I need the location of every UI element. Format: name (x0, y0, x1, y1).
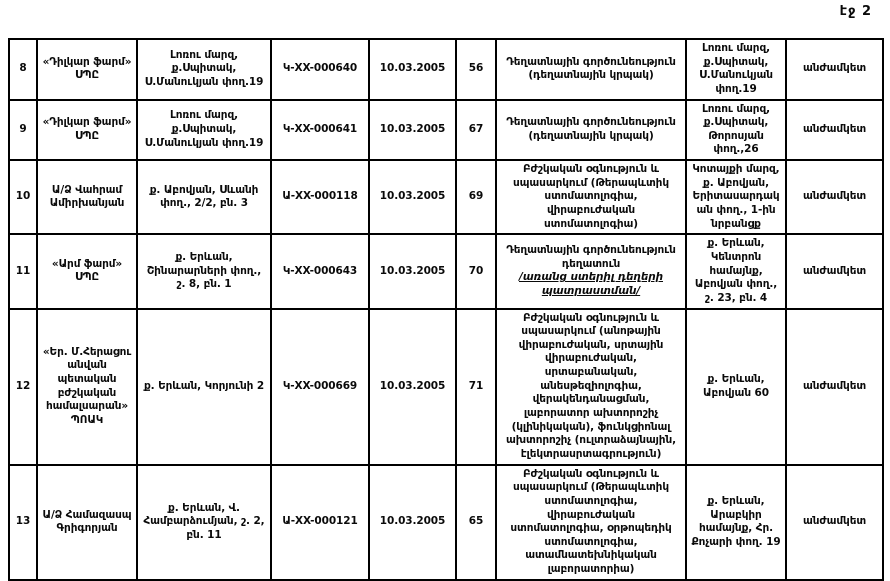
licensee-address-cell: ք. Երևան, Կորյունի 2 (137, 309, 271, 465)
registry-number-cell: 65 (456, 465, 496, 580)
row-number-cell: 11 (9, 234, 37, 308)
licensee-address-cell: ք. Աբովյան, Սևանի փող., 2/2, բն. 3 (137, 160, 271, 234)
validity-term-cell: անժամկետ (786, 160, 883, 234)
activity-text: Դեղատնային գործունեություն (դեղատնային կրպակ) (506, 55, 676, 82)
licensee-name-cell: «Եր. Մ.Հերացու անվան պետական բժշկական համալսարան» ՊՈԱԿ (37, 309, 137, 465)
activity-type-cell (496, 160, 686, 234)
activity-address-cell: Կոտայքի մարզ, ք. Աբովյան, Երիտասարդական փող., 1-ին նրբանցք (686, 160, 786, 234)
activity-text: Բժշկական օգնություն և սպասարկում (Թերապևտիկ ստոմատոլոգիա, վիրաբուժական ստոմատոլոգիա, օրթոպեդիկ ստոմատոլոգիա, ատամնատեխնիկական լաբորատորիա) (510, 467, 672, 576)
license-number-cell: Կ-XX-000641 (271, 100, 369, 161)
activity-type-cell (496, 465, 686, 580)
license-number-cell: Ա-XX-000121 (271, 465, 369, 580)
license-number-cell: Կ-XX-000669 (271, 309, 369, 465)
licensee-name-cell: Ա/Ձ Վահրամ Ամիրխանյան (37, 160, 137, 234)
row-number-cell: 13 (9, 465, 37, 580)
license-number-cell: Ա-XX-000118 (271, 160, 369, 234)
validity-term-cell: անժամկետ (786, 234, 883, 308)
activity-text: Դեղատնային գործունեություն (դեղատնային կրպակ) (506, 116, 676, 142)
licensee-address-cell: Լոռու մարզ, ք.Սպիտակ, Ս.Մանուկյան փող.19 (137, 100, 271, 161)
table-body (9, 39, 883, 580)
license-number-cell: Կ-XX-000643 (271, 234, 369, 308)
table-row (9, 39, 883, 100)
issue-date-cell: 10.03.2005 (369, 234, 456, 308)
activity-type-cell (496, 100, 686, 161)
registry-number-cell: 71 (456, 309, 496, 465)
registry-number-cell: 56 (456, 39, 496, 100)
licensee-name-cell: Ա/Ձ Համազասպ Գրիգորյան (37, 465, 137, 580)
licensee-name-cell: «Արմ ֆարմ» ՍՊԸ (37, 234, 137, 308)
page-number: էջ 2 (839, 4, 872, 19)
table-row (9, 465, 883, 580)
table-row (9, 309, 883, 465)
registry-number-cell: 70 (456, 234, 496, 308)
activity-address-cell: ք. Երևան, Արաբկիր համայնք, Հր. Քոչարի փող. 19 (686, 465, 786, 580)
row-number-cell: 10 (9, 160, 37, 234)
row-number-cell: 8 (9, 39, 37, 100)
issue-date-cell: 10.03.2005 (369, 309, 456, 465)
issue-date-cell: 10.03.2005 (369, 160, 456, 234)
row-number-cell: 12 (9, 309, 37, 465)
licensee-address-cell: ք. Երևան, Շինարարների փող., շ. 8, բն. 1 (137, 234, 271, 308)
activity-text: Դեղատնային գործունեություն դեղատուն (506, 244, 676, 270)
activity-address-cell: Լոռու մարզ, ք.Սպիտակ, Թորոսյան փող.,26 (686, 100, 786, 161)
validity-term-cell: անժամկետ (786, 309, 883, 465)
activity-text: Բժշկական օգնություն և սպասարկում (Թերապևտիկ ստոմատոլոգիա, վիրաբուժական ստոմատոլոգիա) (513, 163, 669, 230)
activity-address-cell: ք. Երևան, Կենտրոն համայնք, Աբովյան փող., շ. 23, բն. 4 (686, 234, 786, 308)
activity-type-cell (496, 234, 686, 308)
activity-note: /առանց ստերիլ դեղերի պատրաստման/ (518, 271, 663, 298)
licensee-address-cell: Լոռու մարզ, ք.Սպիտակ, Ս.Մանուկյան փող.19 (137, 39, 271, 100)
registry-number-cell: 69 (456, 160, 496, 234)
registry-number-cell: 67 (456, 100, 496, 161)
licensee-name-cell: «Դիլկար ֆարմ» ՍՊԸ (37, 100, 137, 161)
activity-address-cell: ք. Երևան, Աբովյան 60 (686, 309, 786, 465)
license-registry-table (8, 38, 884, 581)
issue-date-cell: 10.03.2005 (369, 100, 456, 161)
table-row (9, 100, 883, 161)
licensee-name-cell: «Դիլկար ֆարմ» ՍՊԸ (37, 39, 137, 100)
activity-type-cell (496, 309, 686, 465)
validity-term-cell: անժամկետ (786, 465, 883, 580)
table-row (9, 160, 883, 234)
issue-date-cell: 10.03.2005 (369, 465, 456, 580)
licensee-address-cell: ք. Երևան, Վ. Համբարձումյան, շ. 2, բն. 11 (137, 465, 271, 580)
license-number-cell: Կ-XX-000640 (271, 39, 369, 100)
activity-type-cell (496, 39, 686, 100)
validity-term-cell: անժամկետ (786, 100, 883, 161)
issue-date-cell: 10.03.2005 (369, 39, 456, 100)
activity-address-cell: Լոռու մարզ, ք.Սպիտակ, Ս.Մանուկյան փող.19 (686, 39, 786, 100)
validity-term-cell: անժամկետ (786, 39, 883, 100)
table-row (9, 234, 883, 308)
row-number-cell: 9 (9, 100, 37, 161)
activity-text: Բժշկական օգնություն և սպասարկում (անոթային վիրաբուժական, սրտային վիրաբուժական, սրտաբանական, անեսթեզիոլոգիա, վերակենդանացման, լաբորատոր ախտորոշիչ (կլինիկական), ֆունկցիոնալ ախտորոշիչ (ուլտրաձայնային, էլեկտրասրտագրություն) (506, 311, 676, 460)
